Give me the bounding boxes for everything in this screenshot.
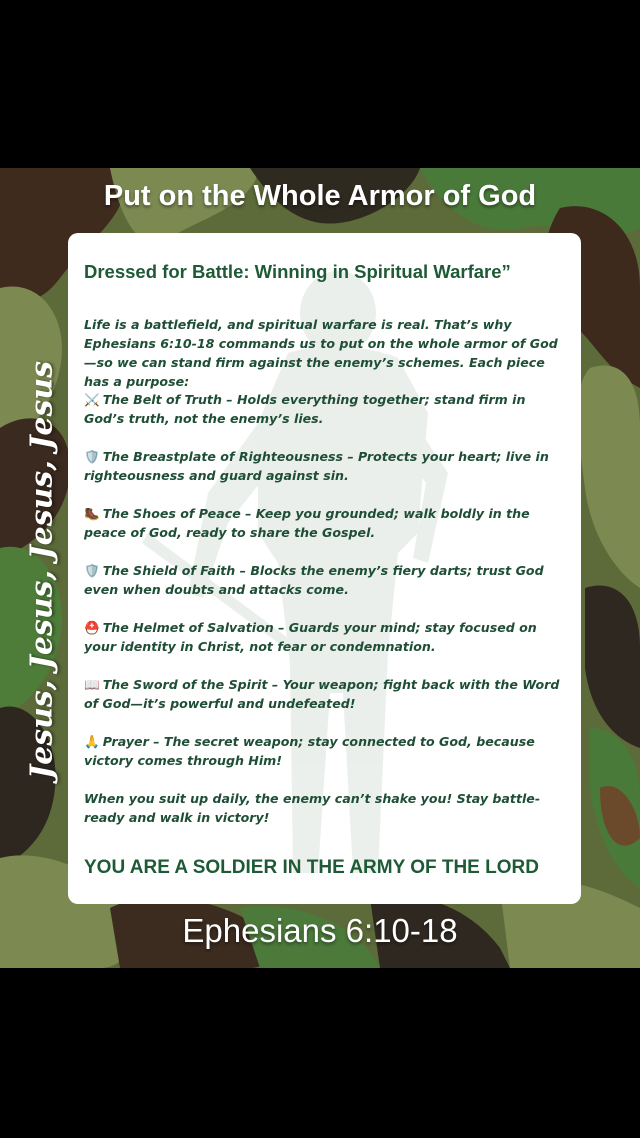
armor-item-shoes: [84, 504, 570, 542]
armor-item-text: The Sword of the Spirit – Your weapon; fight back with the Word of God—it’s powerful and undefeated!: [84, 677, 560, 711]
armor-item-helmet: [84, 618, 570, 656]
armor-item-shield: [84, 561, 570, 599]
verse-reference: Ephesians 6:10-18: [182, 912, 458, 949]
helmet-icon: ⛑️: [84, 620, 100, 635]
shield-icon: 🛡️: [84, 449, 100, 464]
armor-item-text: The Shoes of Peace – Keep you grounded; walk boldly in the peace of God, ready to share the Gospel.: [84, 506, 530, 540]
crossed-swords-icon: ⚔️: [84, 392, 100, 407]
praying-hands-icon: 🙏: [84, 734, 100, 749]
content-card: [68, 233, 581, 904]
card-footer-callout: YOU ARE A SOLDIER IN THE ARMY OF THE LORD: [84, 857, 539, 878]
armor-item-breastplate: [84, 447, 570, 485]
bottom-black-bar: [0, 968, 640, 1138]
armor-item-text: The Helmet of Salvation – Guards your mind; stay focused on your identity in Christ, not fear or condemnation.: [84, 620, 537, 654]
outro-paragraph: When you suit up daily, the enemy can’t shake you! Stay battle-ready and walk in victory!: [84, 791, 541, 825]
armor-item-belt: [84, 390, 570, 428]
armor-item-sword: [84, 675, 570, 713]
intro-paragraph: Life is a battlefield, and spiritual warfare is real. That’s why Ephesians 6:10-18 commands us to put on the whole armor of God—so we can stand firm against the enemy’s schemes. Each piece has a purpose:: [84, 317, 558, 389]
top-black-bar: [0, 0, 640, 168]
armor-item-text: Prayer – The secret weapon; stay connected to God, because victory comes through Him!: [84, 734, 535, 768]
card-title: Dressed for Battle: Winning in Spiritual Warfare”: [84, 261, 511, 282]
armor-item-text: The Belt of Truth – Holds everything together; stand firm in God’s truth, not the enemy’s lies.: [84, 392, 526, 426]
shield-icon: 🛡️: [84, 563, 100, 578]
armor-item-prayer: [84, 732, 570, 770]
side-vertical-text: Jesus, Jesus, Jesus, Jesus: [24, 360, 60, 780]
open-book-icon: 📖: [84, 677, 100, 692]
armor-item-text: The Shield of Faith – Blocks the enemy’s fiery darts; trust God even when doubts and attacks come.: [84, 563, 544, 597]
boot-icon: 🥾: [84, 506, 100, 521]
page-title: Put on the Whole Armor of God: [103, 180, 537, 212]
armor-item-text: The Breastplate of Righteousness – Protects your heart; live in righteousness and guard against sin.: [84, 449, 549, 483]
